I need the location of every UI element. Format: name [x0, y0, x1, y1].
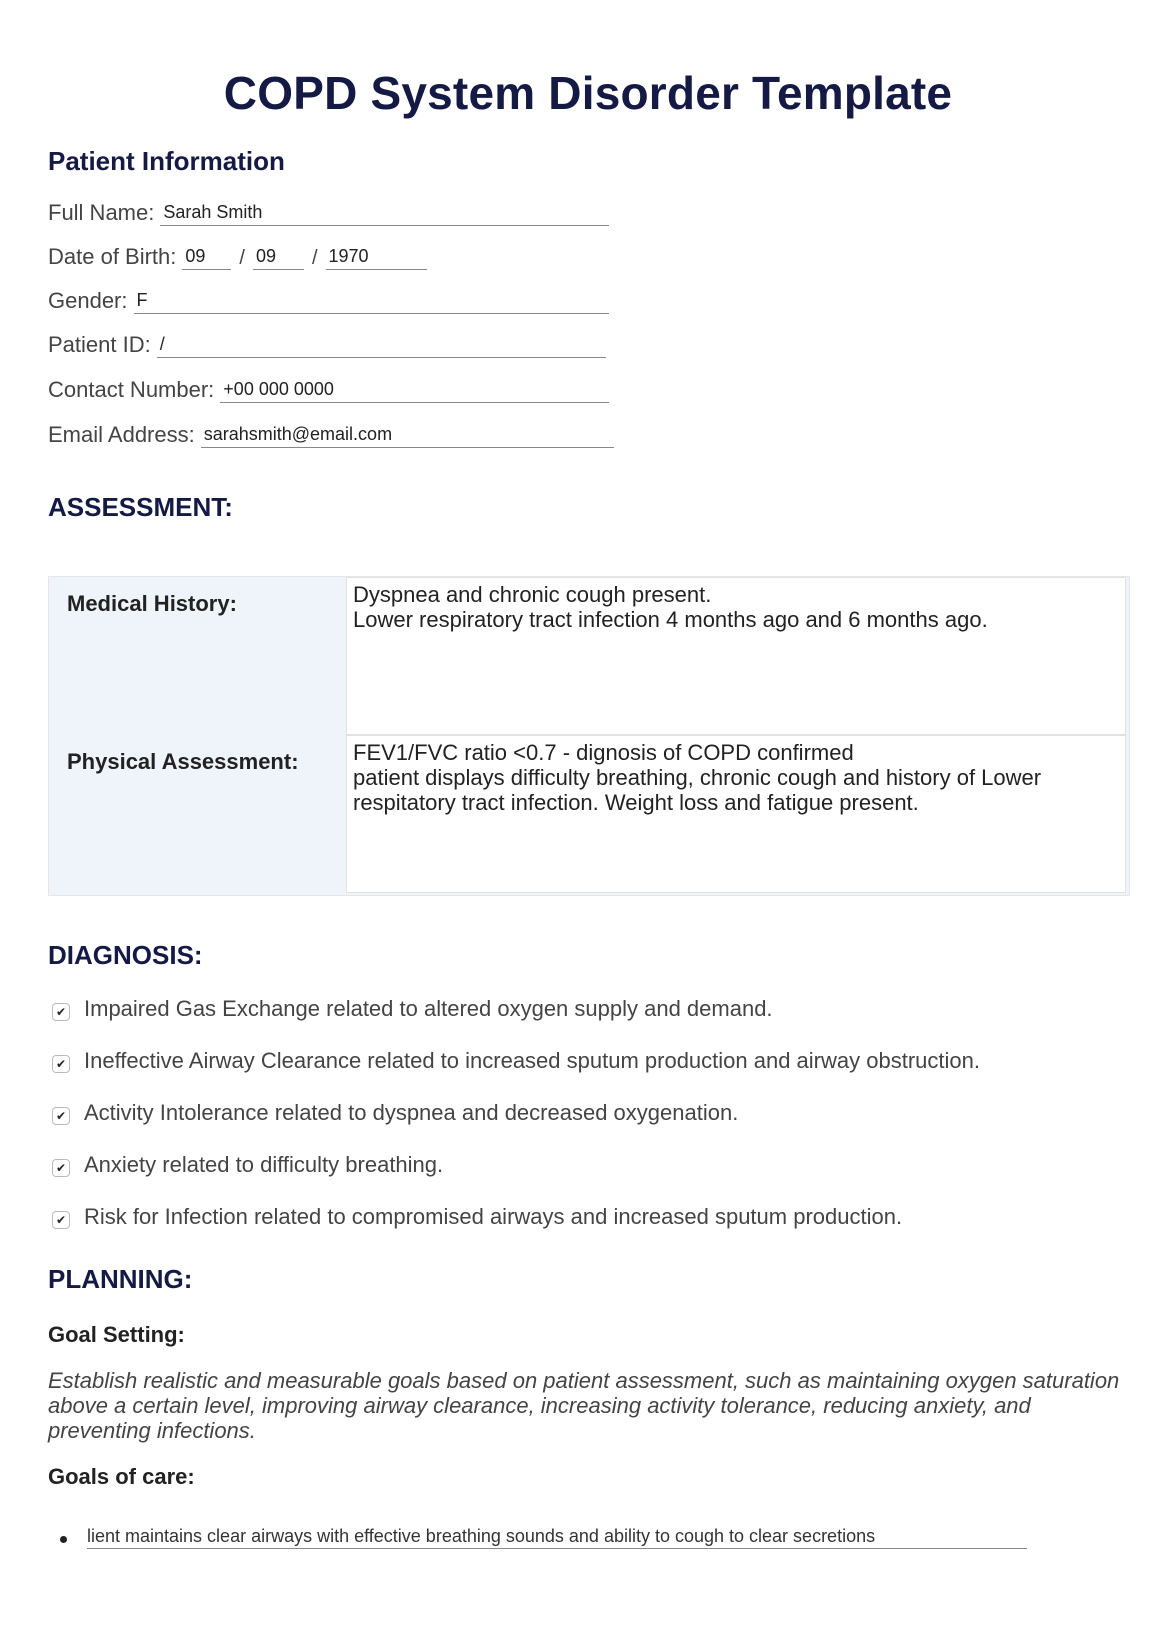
contact-number-input[interactable]: +00 000 0000	[220, 378, 609, 403]
diagnosis-text: Ineffective Airway Clearance related to increased sputum production and airway obstruction.	[84, 1048, 980, 1073]
dob-field	[48, 244, 427, 270]
dob-month-input[interactable]: 09	[253, 245, 304, 270]
medical-history-line: Dyspnea and chronic cough present.	[353, 582, 712, 607]
physical-assessment-field[interactable]	[346, 735, 1126, 893]
checkmark-icon: ✔	[55, 1005, 67, 1019]
gender-input[interactable]: F	[134, 289, 609, 314]
checkmark-icon: ✔	[55, 1161, 67, 1175]
diagnosis-text: Impaired Gas Exchange related to altered oxygen supply and demand.	[84, 996, 773, 1021]
gender-label: Gender:	[48, 288, 128, 313]
checkmark-icon: ✔	[55, 1213, 67, 1227]
diagnosis-text: Anxiety related to difficulty breathing.	[84, 1152, 444, 1177]
diagnosis-item	[52, 996, 773, 1022]
checkbox[interactable]	[52, 1211, 70, 1229]
goals-of-care-heading: Goals of care:	[48, 1464, 195, 1489]
dob-year-input[interactable]: 1970	[326, 245, 427, 270]
dob-separator: /	[311, 247, 318, 269]
diagnosis-item	[52, 1048, 980, 1074]
contact-number-label: Contact Number:	[48, 377, 215, 402]
page-title: COPD System Disorder Template	[223, 67, 953, 119]
full-name-label: Full Name:	[48, 200, 155, 225]
planning-heading: PLANNING:	[48, 1264, 193, 1294]
full-name-input[interactable]: Sarah Smith	[160, 201, 609, 226]
dob-day-input[interactable]: 09	[182, 245, 231, 270]
patient-id-label: Patient ID:	[48, 332, 151, 357]
patient-info-heading: Patient Information	[48, 146, 285, 176]
diagnosis-item	[52, 1152, 443, 1178]
patient-id-input[interactable]: /	[157, 333, 606, 358]
goals-of-care-input[interactable]: lient maintains clear airways with effective breathing sounds and ability to cough to clear secretions	[87, 1526, 1027, 1549]
contact-number-field	[48, 377, 609, 403]
gender-field	[48, 288, 609, 314]
diagnosis-heading: DIAGNOSIS:	[48, 940, 203, 970]
diagnosis-item	[52, 1204, 902, 1230]
bullet-icon	[60, 1536, 67, 1543]
assessment-table	[48, 576, 1130, 896]
goals-of-care-item	[60, 1526, 1027, 1549]
checkbox[interactable]	[52, 1107, 70, 1125]
email-field	[48, 422, 614, 448]
dob-label: Date of Birth:	[48, 244, 177, 269]
full-name-field	[48, 200, 609, 226]
checkbox[interactable]	[52, 1159, 70, 1177]
physical-assessment-line: patient displays difficulty breathing, chronic cough and history of Lower respitatory tract infection. Weight loss and fatigue present.	[353, 765, 1042, 815]
patient-id-field	[48, 332, 606, 358]
assessment-heading: ASSESSMENT:	[48, 492, 233, 522]
diagnosis-item	[52, 1100, 738, 1126]
email-input[interactable]: sarahsmith@email.com	[201, 423, 614, 448]
medical-history-field[interactable]	[346, 577, 1126, 735]
checkbox[interactable]	[52, 1003, 70, 1021]
dob-separator: /	[239, 247, 245, 269]
medical-history-label: Medical History:	[67, 591, 237, 616]
diagnosis-text: Activity Intolerance related to dyspnea and decreased oxygenation.	[84, 1100, 739, 1125]
checkbox[interactable]	[52, 1055, 70, 1073]
diagnosis-text: Risk for Infection related to compromised airways and increased sputum production.	[84, 1204, 903, 1229]
goal-setting-heading: Goal Setting:	[48, 1322, 185, 1347]
goal-setting-text: Establish realistic and measurable goals based on patient assessment, such as maintaining oxygen saturation above a certain level, improving airway clearance, increasing activity tolerance, reducing anxiety, and preventing infections.	[48, 1368, 1120, 1443]
checkmark-icon: ✔	[55, 1109, 67, 1123]
physical-assessment-label: Physical Assessment:	[67, 749, 299, 774]
checkmark-icon: ✔	[55, 1057, 67, 1071]
physical-assessment-line: FEV1/FVC ratio <0.7 - dignosis of COPD confirmed	[353, 740, 854, 765]
medical-history-line: Lower respiratory tract infection 4 months ago and 6 months ago.	[353, 607, 988, 632]
email-label: Email Address:	[48, 422, 195, 447]
